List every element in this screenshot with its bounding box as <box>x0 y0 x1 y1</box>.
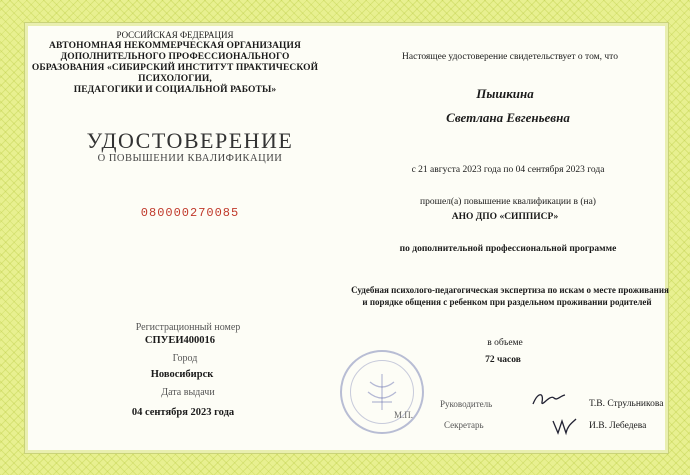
intro-text: Настоящее удостоверение свидетельствует о том, что <box>402 52 618 62</box>
secretary-signature-icon <box>550 415 580 437</box>
head-signature-icon <box>530 388 568 410</box>
program-title-line-1: Судебная психолого-педагогическая экспертиза по искам о месте проживания <box>351 285 669 295</box>
org-line-1: АВТОНОМНАЯ НЕКОММЕРЧЕСКАЯ ОРГАНИЗАЦИЯ <box>49 41 301 51</box>
city-value: Новосибирск <box>150 369 214 380</box>
org-line-5: ПЕДАГОГИКИ И СОЦИАЛЬНОЙ РАБОТЫ» <box>73 85 277 95</box>
federation-label: РОССИЙСКАЯ ФЕДЕРАЦИЯ <box>116 30 234 40</box>
issue-date-label: Дата выдачи <box>161 387 215 398</box>
org-line-2: ДОПОЛНИТЕЛЬНОГО ПРОФЕССИОНАЛЬНОГО <box>60 52 290 62</box>
official-seal <box>340 350 424 434</box>
passed-text: прошел(а) повышение квалификации в (на) <box>420 197 596 207</box>
reg-number-label: Регистрационный номер <box>135 322 241 333</box>
head-name: Т.В. Струльникова <box>589 399 664 409</box>
reg-number-value: СПУЕИ400016 <box>144 335 216 346</box>
seal-place-mark: М.П. <box>394 410 414 420</box>
recipient-given-names: Светлана Евгеньевна <box>446 110 570 125</box>
secretary-name: И.В. Лебедева <box>589 421 647 431</box>
institution-name: АНО ДПО «СИППИСР» <box>451 212 559 222</box>
document-subtitle: О ПОВЫШЕНИИ КВАЛИФИКАЦИИ <box>97 153 283 164</box>
secretary-label: Секретарь <box>444 420 484 430</box>
volume-label: в объеме <box>487 338 523 348</box>
city-label: Город <box>172 353 198 364</box>
training-period: с 21 августа 2023 года по 04 сентября 2023 года <box>411 165 605 175</box>
program-type: по дополнительной профессиональной программе <box>399 244 617 254</box>
org-line-3: ОБРАЗОВАНИЯ «СИБИРСКИЙ ИНСТИТУТ ПРАКТИЧЕСКОЙ <box>31 63 319 73</box>
volume-value: 72 часов <box>485 355 521 365</box>
org-line-4: ПСИХОЛОГИИ, <box>138 74 212 84</box>
recipient-surname: Пышкина <box>476 86 534 101</box>
head-label: Руководитель <box>440 399 493 409</box>
document-title: УДОСТОВЕРЕНИЕ <box>86 128 294 153</box>
serial-number: 080000270085 <box>140 206 240 220</box>
program-title-line-2: и порядке общения с ребенком при раздельном проживании родителей <box>362 297 652 307</box>
issue-date-value: 04 сентября 2023 года <box>131 407 235 418</box>
